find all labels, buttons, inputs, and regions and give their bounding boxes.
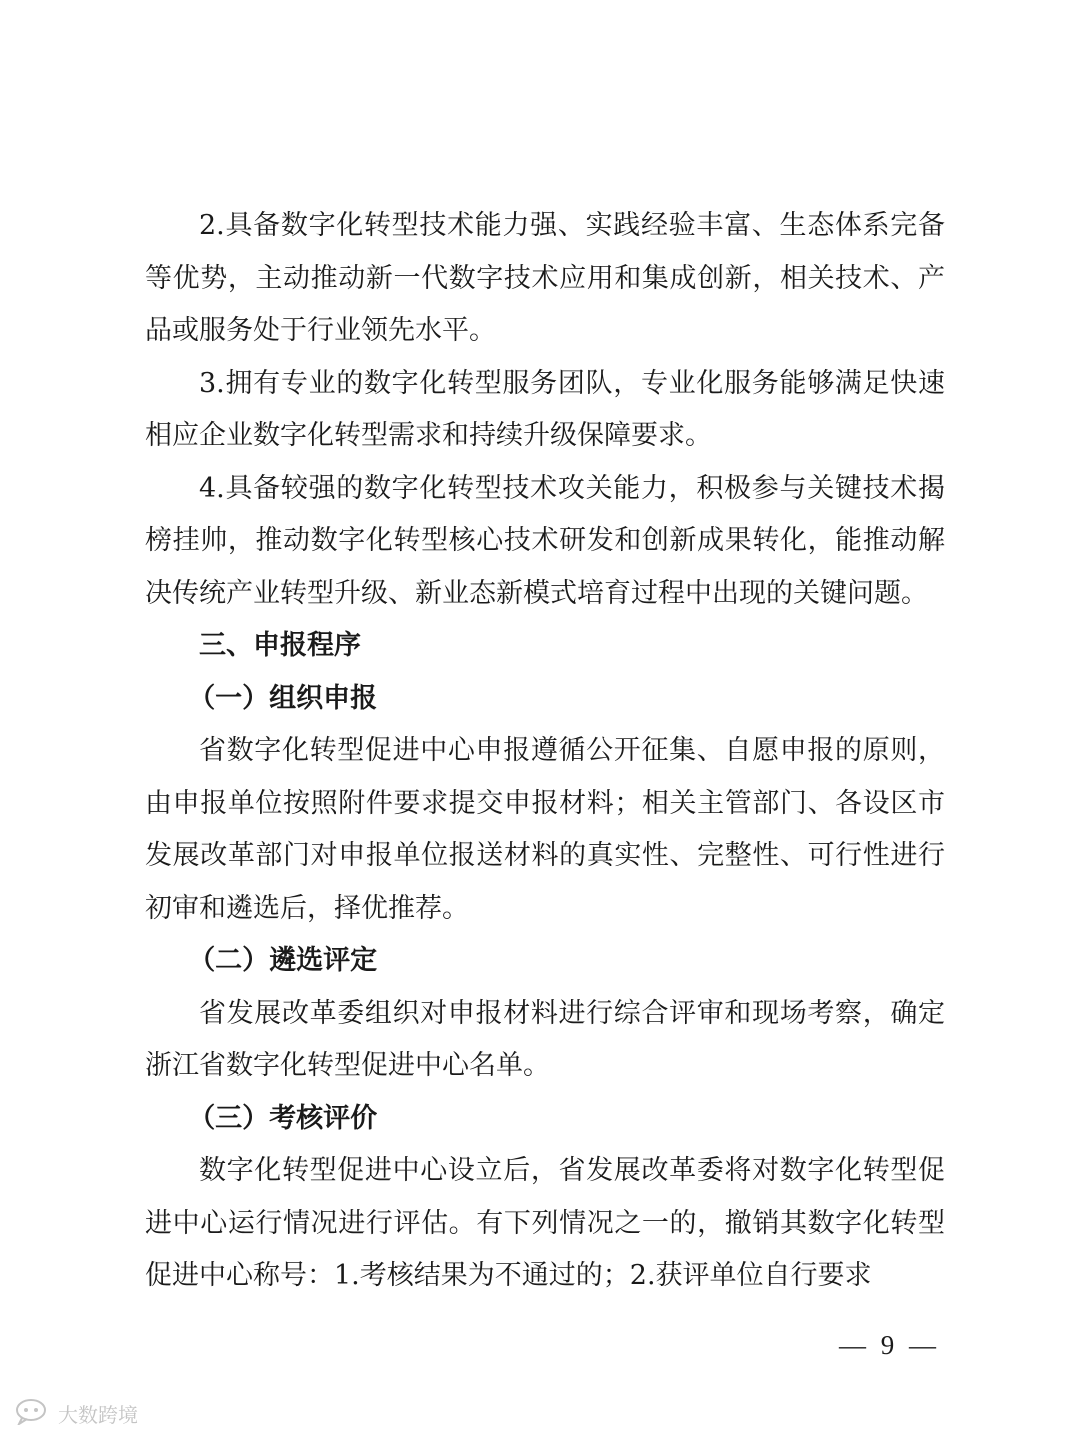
watermark (14, 1396, 138, 1430)
subsection-heading-organize: （一）组织申报 (188, 682, 378, 714)
paragraph-item-4: 4.具备较强的数字化转型技术攻关能力，积极参与关键技术揭榜挂帅，推动数字化转型核心技术研发和创新成果转化，能推动解决传统产业转型升级、新业态新模式培育过程中出现的关键问题。 (145, 472, 945, 609)
document-body (145, 200, 945, 1303)
watermark-text: 大数跨境 (58, 1402, 138, 1427)
paragraph-organize: 省数字化转型促进中心申报遵循公开征集、自愿申报的原则，由申报单位按照附件要求提交申报材料；相关主管部门、各设区市发展改革部门对申报单位报送材料的真实性、完整性、可行性进行初审和遴选后，择优推荐。 (145, 735, 945, 924)
section-heading: 三、申报程序 (199, 630, 361, 661)
subsection-heading-assessment: （三）考核评价 (188, 1102, 378, 1134)
speech-bubble-icon (14, 1397, 52, 1430)
page-number: — 9 — (839, 1330, 940, 1360)
subsection-heading-selection: （二）遴选评定 (188, 945, 378, 976)
paragraph-item-3: 3.拥有专业的数字化转型服务团队，专业化服务能够满足快速相应企业数字化转型需求和持续升级保障要求。 (145, 367, 945, 451)
paragraph-item-2: 2.具备数字化转型技术能力强、实践经验丰富、生态体系完备等优势，主动推动新一代数字技术应用和集成创新，相关技术、产品或服务处于行业领先水平。 (145, 210, 945, 346)
paragraph-selection: 省发展改革委组织对申报材料进行综合评审和现场考察，确定浙江省数字化转型促进中心名单。 (145, 997, 945, 1081)
paragraph-assessment: 数字化转型促进中心设立后，省发展改革委将对数字化转型促进中心运行情况进行评估。有下列情况之一的，撤销其数字化转型促进中心称号：1.考核结果为不通过的；2.获评单位自行要求 (145, 1155, 945, 1291)
